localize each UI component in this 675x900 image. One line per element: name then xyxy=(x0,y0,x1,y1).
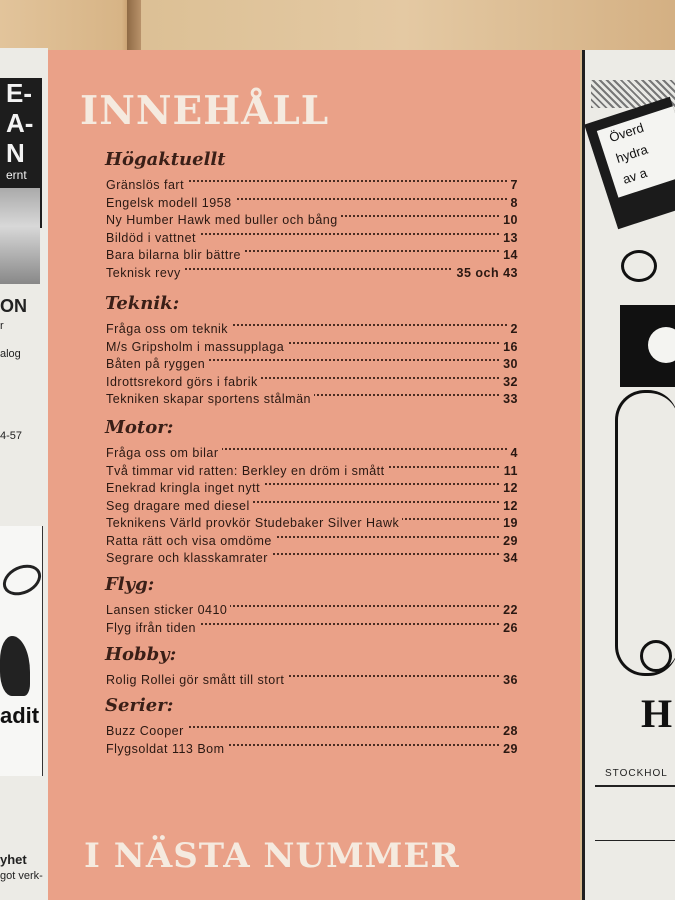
toc-entry xyxy=(106,231,518,247)
entry-page-number: 13 xyxy=(499,231,518,245)
toc-entry xyxy=(106,724,518,740)
entry-page-number: 29 xyxy=(499,534,518,548)
entry-title: Bildöd i vattnet xyxy=(106,231,199,245)
entry-page-number: 12 xyxy=(499,499,518,513)
entry-title: Flyg ifrån tiden xyxy=(106,621,199,635)
entry-title: Engelsk modell 1958 xyxy=(106,196,235,210)
sign-line: Överd xyxy=(607,119,646,146)
right-logo: H xyxy=(641,691,673,736)
entry-page-number: 11 xyxy=(500,464,518,478)
camera-shape xyxy=(620,305,675,387)
toc-entry xyxy=(106,464,518,480)
entry-title: Fråga oss om teknik xyxy=(106,322,231,336)
section-heading: Motor: xyxy=(105,417,174,438)
entry-title: Seg dragare med diesel xyxy=(106,499,253,513)
toc-entry xyxy=(106,742,518,758)
divider xyxy=(595,840,675,841)
entry-page-number: 30 xyxy=(499,357,518,371)
left-bottom-text: got verk- xyxy=(0,870,43,882)
ring-shape xyxy=(640,640,672,672)
entry-title: Flygsoldat 113 Bom xyxy=(106,742,228,756)
left-illustration xyxy=(0,526,43,776)
left-photo xyxy=(0,188,40,284)
next-issue-heading: I NÄSTA NUMMER xyxy=(84,836,460,876)
left-bottom-text: yhet xyxy=(0,852,27,867)
toc-entry xyxy=(106,392,518,408)
entry-title: Enekrad kringla inget nytt xyxy=(106,481,263,495)
sign-line: av a xyxy=(620,165,649,187)
entry-title: Lansen sticker 0410 xyxy=(106,603,230,617)
toc-entry xyxy=(106,621,518,637)
entry-page-number: 4 xyxy=(507,446,518,460)
right-footer: STOCKHOL xyxy=(605,768,668,779)
entry-page-number: 2 xyxy=(507,322,518,336)
left-box-line: A- xyxy=(6,108,34,138)
entry-page-number: 19 xyxy=(499,516,518,530)
entry-page-number: 12 xyxy=(499,481,518,495)
toc-entry xyxy=(106,340,518,356)
entry-title: Gränslös fart xyxy=(106,178,187,192)
entry-title: M/s Gripsholm i massupplaga xyxy=(106,340,287,354)
entry-title: Idrottsrekord görs i fabrik xyxy=(106,375,261,389)
toc-entry xyxy=(106,551,518,567)
lens-shape xyxy=(648,327,675,363)
toc-entry xyxy=(106,375,518,391)
entry-title: Båten på ryggen xyxy=(106,357,208,371)
left-box-line: ernt xyxy=(6,168,27,182)
section-heading: Flyg: xyxy=(105,574,155,595)
entry-page-number: 28 xyxy=(499,724,518,738)
entry-title: Segrare och klasskamrater xyxy=(106,551,271,565)
entry-page-number: 26 xyxy=(499,621,518,635)
entry-title: Rolig Rollei gör smått till stort xyxy=(106,673,287,687)
ring-shape xyxy=(621,250,657,282)
entry-title: Bara bilarna blir bättre xyxy=(106,248,244,262)
ad-sign-text xyxy=(597,106,675,197)
left-adjacent-page xyxy=(0,48,48,900)
entry-title: Buzz Cooper xyxy=(106,724,187,738)
entry-page-number: 29 xyxy=(499,742,518,756)
toc-entry xyxy=(106,213,518,229)
left-box-line: E- xyxy=(6,78,32,108)
section-heading: Högaktuellt xyxy=(105,149,226,170)
entry-title: Tekniken skapar sportens stålmän xyxy=(106,392,314,406)
left-text: alog xyxy=(0,348,21,360)
left-text: 4-57 xyxy=(0,430,23,442)
entry-title: Teknikens Värld provkör Studebaker Silver Hawk xyxy=(106,516,402,530)
entry-title: Teknisk revy xyxy=(106,266,184,280)
toc-entry xyxy=(106,499,518,515)
toc-entry xyxy=(106,673,518,689)
entry-page-number: 8 xyxy=(507,196,518,210)
toc-entry xyxy=(106,178,518,194)
left-box-line: N xyxy=(6,138,25,168)
left-text: r xyxy=(0,320,4,332)
toc-entry xyxy=(106,322,518,338)
entry-page-number: 7 xyxy=(507,178,518,192)
entry-title: Ny Humber Hawk med buller och bång xyxy=(106,213,341,227)
entry-page-number: 16 xyxy=(499,340,518,354)
toc-entry xyxy=(106,516,518,532)
toc-entry xyxy=(106,266,518,282)
contents-page xyxy=(48,50,580,900)
dark-shape xyxy=(0,636,30,696)
ad-sign xyxy=(584,97,675,229)
divider xyxy=(595,785,675,787)
entry-page-number: 14 xyxy=(499,248,518,262)
toc-entry xyxy=(106,446,518,462)
toc-entry xyxy=(106,534,518,550)
toc-entry xyxy=(106,481,518,497)
toc-entry xyxy=(106,357,518,373)
board-gap xyxy=(127,0,141,55)
entry-page-number: 33 xyxy=(499,392,518,406)
section-heading: Serier: xyxy=(105,695,174,716)
left-text: ON xyxy=(0,296,27,316)
entry-title: Två timmar vid ratten: Berkley en dröm i smått xyxy=(106,464,388,478)
swirl-shape xyxy=(0,559,46,601)
section-heading: Hobby: xyxy=(105,644,177,665)
figure-outline xyxy=(615,390,675,676)
entry-title: Fråga oss om bilar xyxy=(106,446,222,460)
toc-entry xyxy=(106,248,518,264)
entry-page-number: 35 och 43 xyxy=(453,266,518,280)
left-big-word: adit xyxy=(0,703,40,728)
toc-entry xyxy=(106,603,518,619)
entry-page-number: 34 xyxy=(499,551,518,565)
toc-entry xyxy=(106,196,518,212)
entry-page-number: 22 xyxy=(499,603,518,617)
entry-page-number: 10 xyxy=(499,213,518,227)
right-adjacent-page xyxy=(582,50,675,900)
contents-heading: INNEHÅLL xyxy=(80,88,330,134)
sign-line: hydra xyxy=(614,141,650,166)
entry-title: Ratta rätt och visa omdöme xyxy=(106,534,275,548)
entry-page-number: 32 xyxy=(499,375,518,389)
entry-page-number: 36 xyxy=(499,673,518,687)
section-heading: Teknik: xyxy=(105,293,180,314)
